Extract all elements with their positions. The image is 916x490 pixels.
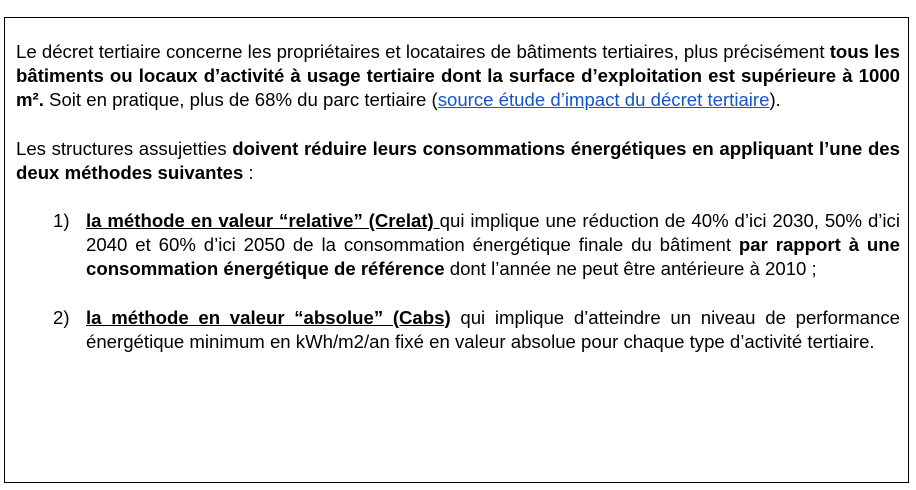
method-item-absolute <box>16 306 900 354</box>
intro-text-a: Le décret tertiaire concerne les propriétaires et locataires de bâtiments tertiaires, plus précisément <box>16 41 830 62</box>
method-number: 1) <box>53 210 70 232</box>
method-bold: par rapport à une consommation énergétique de référence <box>86 234 900 280</box>
document-content <box>16 40 900 354</box>
methods-list <box>16 209 900 354</box>
list-spacer <box>16 282 900 306</box>
method-text-a: qui implique une réduction de 40% d’ici 2030, 50% d’ici 2040 et 60% d’ici 2050 de la consommation énergétique finale du bâtiment <box>86 210 900 256</box>
obligation-bold: doivent réduire leurs consommations énergétiques en appliquant l’une des deux méthodes suivantes <box>16 137 900 183</box>
method-text-a: qui implique d’atteindre un niveau de performance énergétique minimum en kWh/m2/an fixé en valeur absolue pour chaque type d’activité tertiaire. <box>86 306 900 352</box>
paragraph-spacer <box>16 113 900 137</box>
method-text-b: dont l’année ne peut être antérieure à 2010 ; <box>444 258 817 280</box>
method-title: la méthode en valeur “relative” (Crelat) <box>86 210 440 232</box>
method-title: la méthode en valeur “absolue” (Cabs) <box>86 306 451 328</box>
intro-bold-scope: tous les bâtiments ou locaux d’activité à usage tertiaire dont la surface d’exploitation est supérieure à 1000 m². <box>16 41 900 111</box>
intro-text-b: Soit en pratique, plus de 68% du parc tertiaire ( <box>43 89 438 111</box>
intro-paragraph <box>16 40 900 113</box>
method-number: 2) <box>53 306 70 328</box>
method-item-relative <box>16 209 900 282</box>
source-link[interactable]: source étude d’impact du décret tertiaire <box>437 89 770 111</box>
obligation-text-a: Les structures assujetties <box>16 137 233 159</box>
obligation-paragraph <box>16 137 900 185</box>
intro-text-c: ). <box>769 89 781 111</box>
paragraph-spacer <box>16 185 900 209</box>
obligation-text-b: : <box>243 161 254 183</box>
